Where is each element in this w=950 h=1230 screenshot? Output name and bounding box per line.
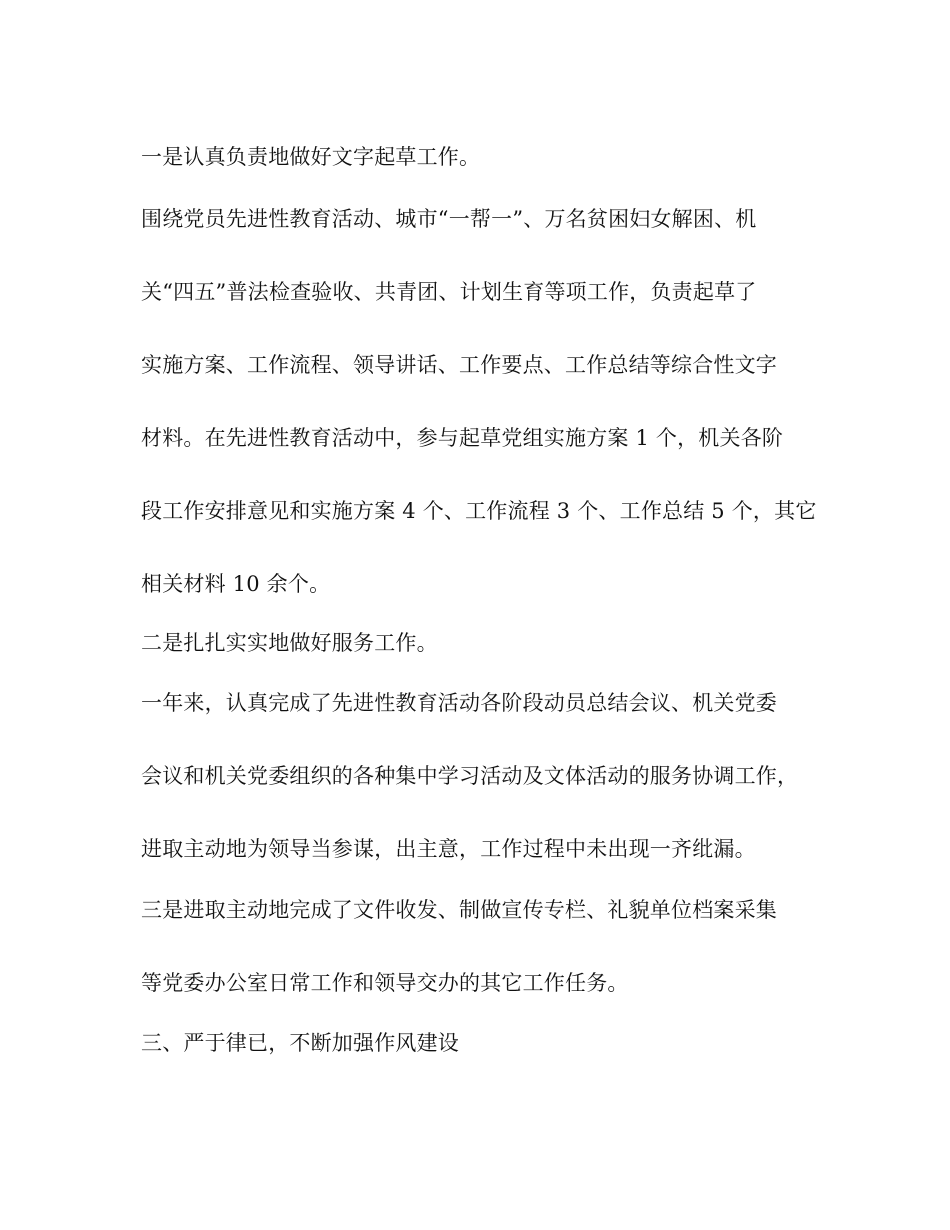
paragraph-line: 一年来，认真完成了先进性教育活动各阶段动员总结会议、机关党委 — [141, 691, 777, 715]
section-heading: 三、严于律已，不断加强作风建设 — [141, 1031, 459, 1055]
paragraph-line: 关“四五”普法检查验收、共青团、计划生育等项工作，负责起草了 — [141, 280, 757, 304]
paragraph-heading-1: 一是认真负责地做好文字起草工作。 — [141, 145, 481, 169]
paragraph-line: 段工作安排意见和实施方案 4 个、工作流程 3 个、工作总结 5 个，其它 — [141, 499, 817, 523]
paragraph-line: 材料。在先进性教育活动中，参与起草党组实施方案 1 个，机关各阶 — [141, 426, 784, 450]
paragraph-heading-2: 二是扎扎实实地做好服务工作。 — [141, 631, 438, 655]
paragraph-line: 围绕党员先进性教育活动、城市“一帮一”、万名贫困妇女解困、机 — [141, 207, 757, 231]
paragraph-line: 等党委办公室日常工作和领导交办的其它工作任务。 — [141, 971, 629, 995]
paragraph-line: 进取主动地为领导当参谋，出主意，工作过程中未出现一齐纰漏。 — [141, 837, 756, 861]
paragraph-line: 实施方案、工作流程、领导讲话、工作要点、工作总结等综合性文字 — [141, 353, 777, 377]
paragraph-line: 相关材料 10 余个。 — [141, 572, 331, 596]
paragraph-heading-3: 三是进取主动地完成了文件收发、制做宣传专栏、礼貌单位档案采集 — [141, 898, 777, 922]
paragraph-line: 会议和机关党委组织的各种集中学习活动及文体活动的服务协调工作， — [141, 764, 799, 788]
